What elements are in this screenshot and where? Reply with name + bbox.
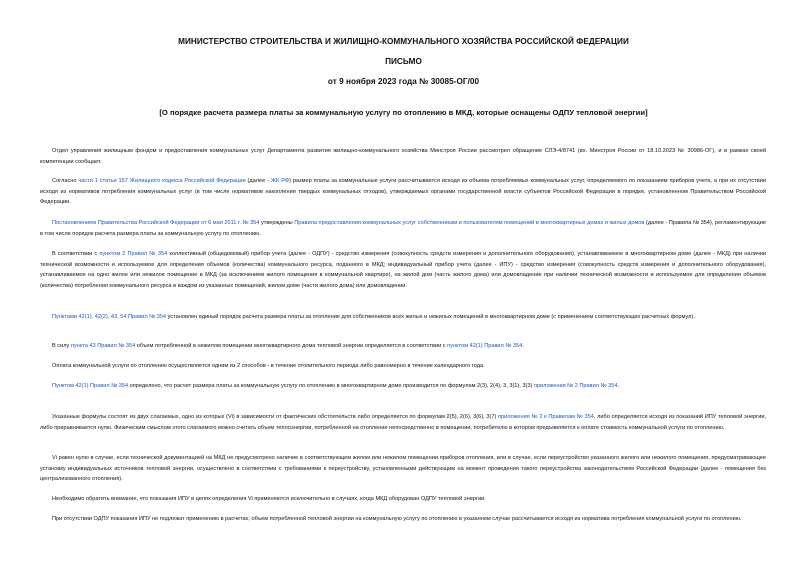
paragraph-7 bbox=[40, 361, 766, 372]
paragraph-11 bbox=[40, 494, 766, 505]
paragraph-3 bbox=[40, 218, 766, 239]
paragraph-4 bbox=[40, 249, 766, 291]
link-appendix-2-rules-354[interactable]: приложения № 2 Правил № 354 bbox=[533, 383, 618, 389]
link-rules-354-item-42-1[interactable]: пунктом 42(1) Правил № 354 bbox=[447, 343, 523, 349]
paragraph-5 bbox=[40, 312, 766, 323]
paragraph-10 bbox=[40, 453, 766, 485]
paragraph-text: В соответствии с bbox=[52, 251, 100, 257]
link-rules-354-item-2[interactable]: пунктом 2 Правил № 354 bbox=[99, 251, 168, 257]
link-government-resolution-354[interactable]: Постановлением Правительства Российской Федерации от 6 мая 2011 г. № 354 bbox=[52, 220, 260, 226]
paragraph-text: определено, что расчет размера платы за коммунальную услугу по отоплению в многоквартирном доме производится по формулам 2(3), 2(4), 3, 3(1), 3(3) bbox=[128, 383, 534, 389]
subject-heading: [О порядке расчета размера платы за коммунальную услугу по отоплению в МКД, которые оснащены ОДПУ тепловой энергии] bbox=[159, 108, 648, 117]
paragraph-text: объем потребленной в нежилом помещении многоквартирного дома тепловой энергии определяется в соответствии с bbox=[135, 343, 448, 349]
ministry-heading: МИНИСТЕРСТВО СТРОИТЕЛЬСТВА И ЖИЛИЩНО-КОММУНАЛЬНОГО ХОЗЯЙСТВА РОССИЙСКОЙ ФЕДЕРАЦИИ bbox=[178, 37, 629, 46]
paragraph-1 bbox=[40, 146, 766, 167]
paragraph-2 bbox=[40, 176, 766, 208]
paragraph-text: . bbox=[522, 343, 524, 349]
link-rules-354[interactable]: Правила предоставления коммунальных услуг собственникам и пользователям помещений в многоквартирных домах и жилых домов bbox=[294, 220, 645, 226]
paragraph-text: Оплата коммунальной услуги по отоплению осуществляется одним из 2 способов - в течение отопительного периода либо равномерно в течение календарного года. bbox=[52, 363, 485, 369]
paragraph-text: ) размер платы за коммунальные услуги рассчитывается исходя из объема потребляемых коммунальных услуг, определяемого по показаниям приборов учета, а при их отсутствии исходя из нормативов потребления коммунальных услуг (в том числе нормативов накопления твердых коммунальных отходов), утверждаемых органами государственной власти субъектов Российской Федерации в порядке, установленном Правительством Российской Федерации. bbox=[40, 178, 766, 206]
paragraph-text: Указанные формулы состоят из двух слагаемых, одно из которых (Vi) в зависимости от фактических обстоятельств либо определяется по формулам 2(5), 2(6), 3(6), 3(7) bbox=[52, 414, 499, 420]
date-number-heading: от 9 ноября 2023 года № 30085-ОГ/00 bbox=[327, 77, 480, 86]
link-zhk-rf[interactable]: ЖК РФ bbox=[270, 178, 290, 184]
document-type-heading: ПИСЬМО bbox=[385, 57, 422, 66]
paragraph-6 bbox=[40, 341, 766, 352]
paragraph-text: Vi равен нулю в случае, если технической документацией на МКД не предусмотрено наличие в соответствующем жилом или нежилом помещении приборов отопления, или в случае, если переустройство указанного жилого или нежилого помещения, предусматривающее установку индивидуальных источников тепловой энергии, осуществлено в соответствии с требованиями к переустройству, установленными действующим на момент проведения такого переустройства законодательством Российской Федерации (далее - помещения без централизованного отопления). bbox=[40, 455, 766, 483]
paragraph-text: установлен единый порядок расчета размера платы за отопление для собственников всех жилых и нежилых помещений в многоквартирном доме (с применением соответствующих расчетных формул). bbox=[166, 314, 695, 320]
paragraph-12 bbox=[40, 514, 766, 525]
paragraph-text: . bbox=[617, 383, 620, 389]
paragraph-text: Отдел управления жилищным фондом и предоставления коммунальных услуг Департамента развития жилищно-коммунального хозяйства Минстроя России рассмотрел обращение СЛЭ-4/8741 (вх. Минстроя России от 18.10.2023 № 30986-ОГ), и в рамках своей компетенции сообщает. bbox=[40, 148, 766, 165]
paragraph-text: (далее - bbox=[245, 178, 271, 184]
link-rules-354-items-42-43-54[interactable]: Пунктами 42(1), 42(2), 43, 54 Правил № 354 bbox=[52, 314, 167, 320]
link-housing-code-article-157[interactable]: части 1 статьи 157 Жилищного кодекса Российской Федерации bbox=[78, 178, 246, 184]
paragraph-text: (далее - Правила № 354), регламентирующие в том числе порядок расчета размера платы за коммунальную услугу по отоплению. bbox=[40, 220, 767, 237]
paragraph-text: утверждены bbox=[259, 220, 295, 226]
link-rules-354-item-42-1[interactable]: Пунктом 42(1) Правил № 354 bbox=[52, 383, 129, 389]
paragraph-text: При отсутствии ОДПУ показания ИПУ не подлежат применению в расчетах, объем потребленной тепловой энергии на коммунальную услугу по отоплению в указанном случае рассчитывается исходя из норматива потребления коммунальной услуги по отоплению. bbox=[52, 516, 742, 522]
link-rules-354-item-43[interactable]: пункта 43 Правил № 354 bbox=[70, 343, 136, 349]
paragraph-text: В силу bbox=[52, 343, 71, 349]
paragraph-text: , либо определяется исходя из показаний ИПУ тепловой энергии, либо приравнивается нулю. Физическим смыслом этого слагаемого можно считать объем теплоэнергии, потребленной на отопление непосредственно в помещении, потребителю в котором предъявляется к оплате стоимость коммунальной услуги по отоплению. bbox=[40, 414, 767, 431]
paragraph-8 bbox=[40, 381, 766, 392]
paragraph-text: коллективный (общедомовый) прибор учета (далее - ОДПУ) - средство измерения (совокупность средств измерения и дополнительного оборудования), устанавливаемое в многоквартирном доме (далее - МКД) при наличии технической возможности и используемое для определения объемов (количества) коммунального ресурса, поданного в МКД; индивидуальный прибор учета (далее - ИПУ) - средство измерения (совокупность средств измерения и дополнительного оборудования), устанавливаемое на одно жилое или нежилое помещение в МКД (за исключением жилого помещения в коммунальной квартире), на жилой дом (часть жилого дома) или домовладение при наличии технической возможности и используемое для определения объемов (количества) потребления коммунального ресурса в каждом из указанных помещений, жилом доме (части жилого дома) или домовладении. bbox=[40, 251, 767, 289]
paragraph-text: Необходимо обратить внимание, что показания ИПУ в целях определения Vi применяются исключительно в случаях, когда МКД оборудован ОДПУ тепловой энергии. bbox=[52, 496, 486, 502]
link-appendix-2-to-rules-354[interactable]: приложения № 2 к Правилам № 354 bbox=[498, 414, 594, 420]
paragraph-text: Согласно bbox=[52, 178, 79, 184]
paragraph-9 bbox=[40, 412, 766, 433]
